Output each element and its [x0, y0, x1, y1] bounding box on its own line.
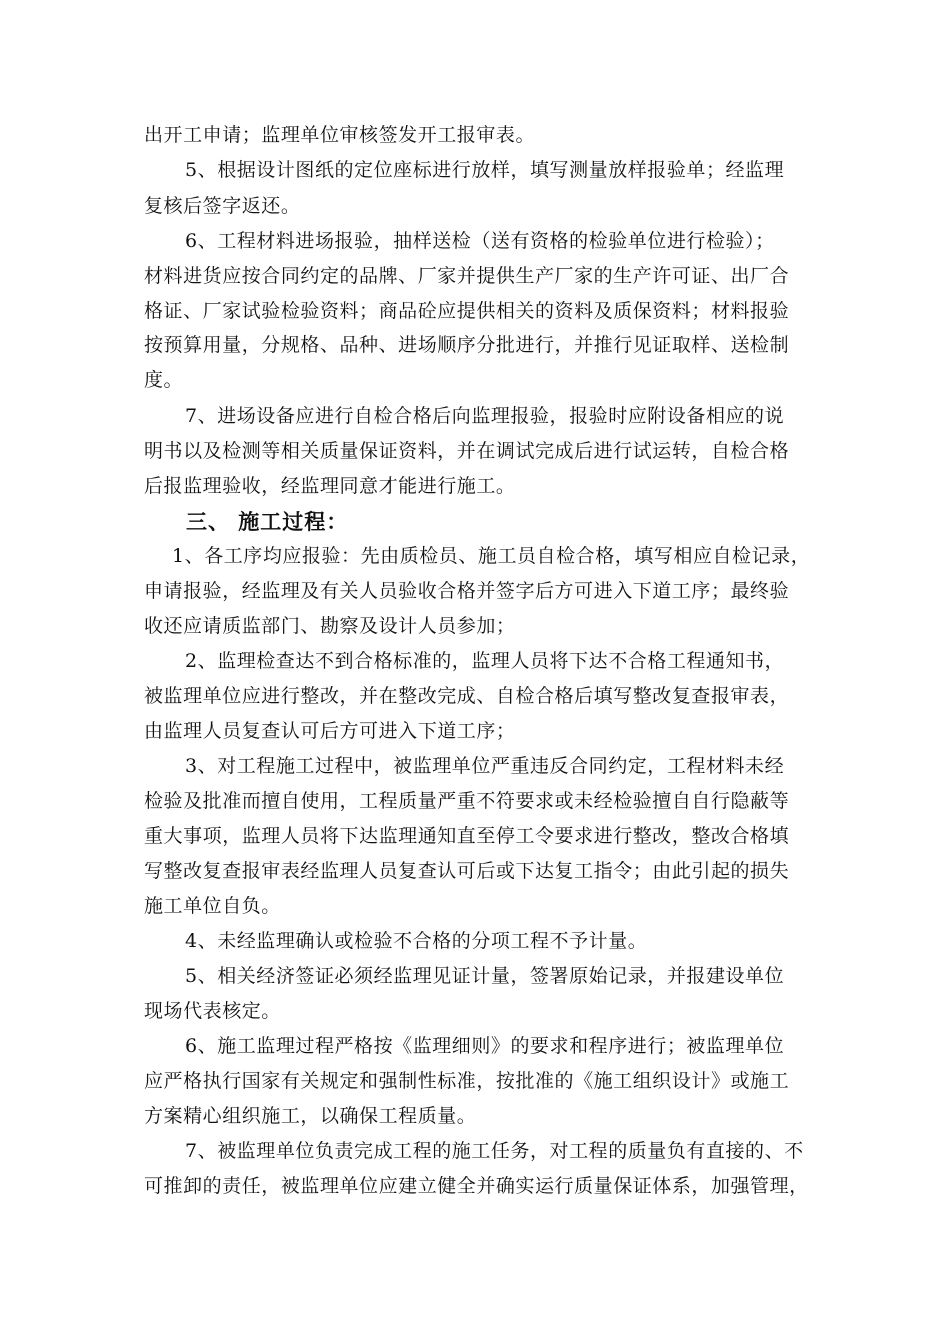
paragraph-line: 7、被监理单位负责完成工程的施工任务，对工程的质量负有直接的、不 — [185, 1140, 804, 1162]
paragraph-line: 格证、厂家试验检验资料；商品砼应提供相关的资料及质保资料；材料报验 — [144, 300, 790, 322]
paragraph-line: 5、根据设计图纸的定位座标进行放样，填写测量放样报验单；经监理 — [185, 159, 785, 181]
paragraph-line: 5、相关经济签证必须经监理见证计量，签署原始记录，并报建设单位 — [185, 965, 785, 987]
section-heading: 三、 施工过程： — [186, 509, 349, 534]
paragraph-line: 申请报验，经监理及有关人员验收合格并签字后方可进入下道工序；最终验 — [144, 580, 790, 602]
paragraph-line: 明书以及检测等相关质量保证资料，并在调试完成后进行试运转，自检合格 — [144, 440, 790, 462]
paragraph-line: 被监理单位应进行整改，并在整改完成、自检合格后填写整改复查报审表， — [144, 685, 790, 707]
paragraph-line: 2、监理检查达不到合格标准的，监理人员将下达不合格工程通知书， — [185, 650, 785, 672]
paragraph-line: 3、对工程施工过程中，被监理单位严重违反合同约定，工程材料未经 — [185, 755, 785, 777]
paragraph-line: 检验及批准而擅自使用，工程质量严重不符要求或未经检验擅自自行隐蔽等 — [144, 790, 790, 812]
paragraph-line: 7、进场设备应进行自检合格后向监理报验，报验时应附设备相应的说 — [185, 405, 785, 427]
paragraph-line: 应严格执行国家有关规定和强制性标准，按批准的《施工组织设计》或施工 — [144, 1070, 790, 1092]
paragraph-line: 6、施工监理过程严格按《监理细则》的要求和程序进行；被监理单位 — [185, 1035, 785, 1057]
paragraph-line: 可推卸的责任，被监理单位应建立健全并确实运行质量保证体系，加强管理， — [144, 1175, 809, 1197]
paragraph-line: 4、未经监理确认或检验不合格的分项工程不予计量。 — [185, 930, 648, 952]
paragraph-line: 材料进货应按合同约定的品牌、厂家并提供生产厂家的生产许可证、出厂合 — [144, 265, 790, 287]
paragraph-line: 收还应请质监部门、勘察及设计人员参加； — [144, 615, 516, 637]
paragraph-line: 复核后签字返还。 — [144, 195, 301, 217]
paragraph-line: 重大事项，监理人员将下达监理通知直至停工令要求进行整改，整改合格填 — [144, 825, 790, 847]
paragraph-line: 方案精心组织施工，以确保工程质量。 — [144, 1105, 477, 1127]
paragraph-line: 度。 — [144, 369, 184, 391]
paragraph-line: 写整改复查报审表经监理人员复查认可后或下达复工指令；由此引起的损失 — [144, 860, 790, 882]
paragraph-line: 后报监理验收，经监理同意才能进行施工。 — [144, 475, 516, 497]
paragraph-line: 现场代表核定。 — [144, 1000, 281, 1022]
paragraph-line: 6、工程材料进场报验，抽样送检（送有资格的检验单位进行检验）； — [185, 230, 775, 252]
paragraph-line: 按预算用量，分规格、品种、进场顺序分批进行，并推行见证取样、送检制 — [144, 334, 790, 356]
paragraph-line: 施工单位自负。 — [144, 895, 281, 917]
paragraph-line: 由监理人员复查认可后方可进入下道工序； — [144, 720, 516, 742]
paragraph-line: 1、各工序均应报验：先由质检员、施工员自检合格，填写相应自检记录， — [172, 545, 811, 567]
paragraph-line: 出开工申请；监理单位审核签发开工报审表。 — [144, 124, 536, 146]
